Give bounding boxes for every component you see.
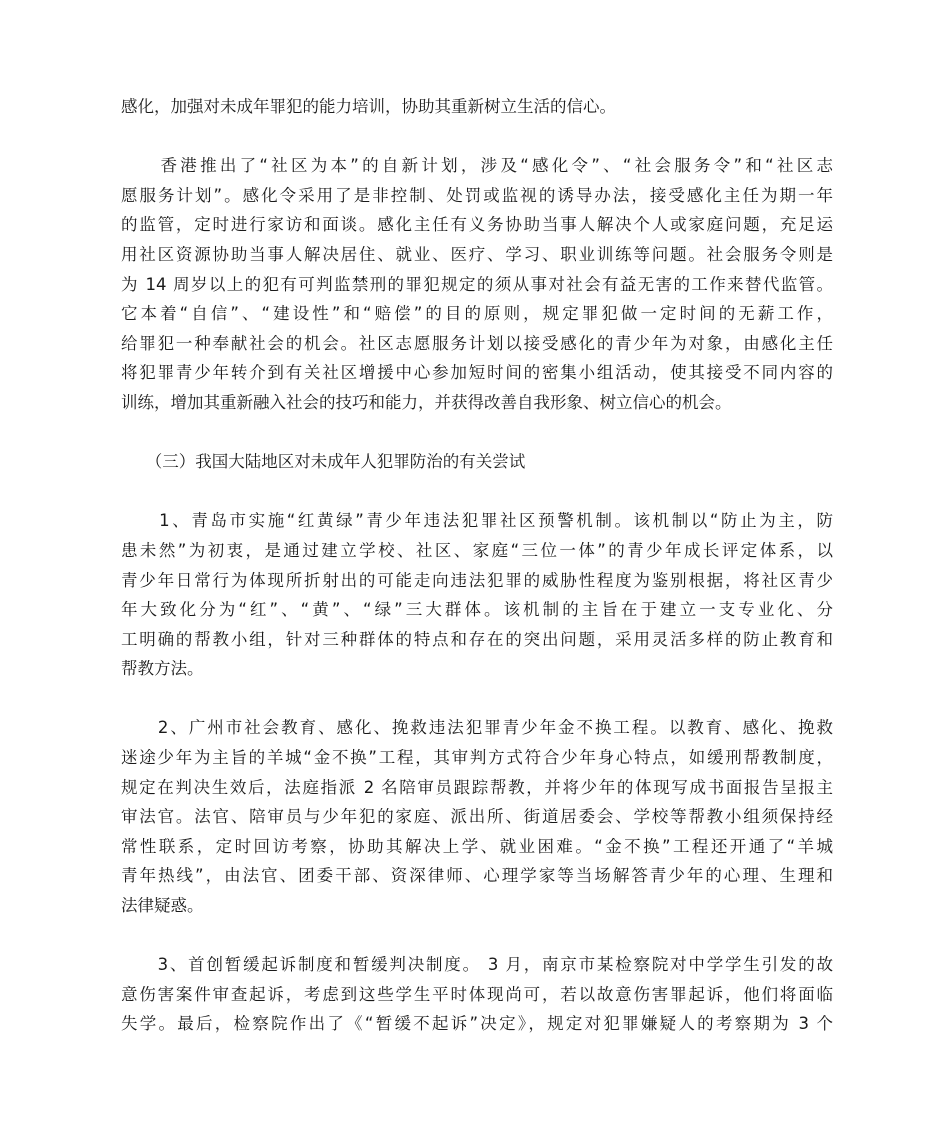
paragraph-continuation [121,92,833,122]
text-line: 感化，加强对未成年罪犯的能力培训，协助其重新树立生活的信心。 [121,97,616,116]
text-line: 它本着“自信”、“建设性”和“赔偿”的目的原则，规定罪犯做一定时间的无薪工作， [121,304,833,324]
heading-text: （三）我国大陆地区对未成年人犯罪防治的有关尝试 [121,452,526,472]
text-line: 训练，增加其重新融入社会的技巧和能力，并获得改善自我形象、树立信心的机会。 [121,392,732,412]
text-line: 用社区资源协助当事人解决居住、就业、医疗、学习、职业训练等问题。社会服务令则是 [121,244,833,264]
text-line: 法律疑惑。 [121,896,204,916]
text-line: 愿服务计划”。感化令采用了是非控制、处罚或监视的诱导办法，接受感化主任为期一年 [121,185,833,205]
paragraph-qingdao [121,506,833,684]
text-line: 迷途少年为主旨的羊城“金不换”工程，其审判方式符合少年身心特点，如缓刑帮教制度， [121,748,833,768]
text-line: 青年热线”，由法官、团委干部、资深律师、心理学家等当场解答青少年的心理、生理和 [121,866,833,886]
text-line: 意伤害案件审查起诉，考虑到这些学生平时体现尚可，若以故意伤害罪起诉，他们将面临 [121,984,833,1004]
text-line: 年大致化分为“红”、“黄”、“绿”三大群体。该机制的主旨在于建立一支专业化、分 [121,600,833,620]
text-line: 工明确的帮教小组，针对三种群体的特点和存在的突出问题，采用灵活多样的防止教育和 [121,629,833,649]
text-line: 帮教方法。 [121,659,204,679]
text-line: 香港推出了“社区为本”的自新计划，涉及“感化令”、“社会服务令”和“社区志 [121,156,833,176]
text-line: 将犯罪青少年转介到有关社区增援中心参加短时间的密集小组活动，使其接受不同内容的 [121,363,833,383]
text-line: 患未然”为初衷，是通过建立学校、社区、家庭“三位一体”的青少年成长评定体系，以 [121,540,833,560]
text-line: 失学。最后，检察院作出了《“暂缓不起诉”决定》，规定对犯罪嫌疑人的考察期为 3 个 [121,1014,833,1034]
text-line: 1、青岛市实施“红黄绿”青少年违法犯罪社区预警机制。该机制以“防止为主，防 [121,511,833,531]
text-line: 常性联系，定时回访考察，协助其解决上学、就业困难。“金不换”工程还开通了“羊城 [121,836,833,856]
paragraph-guangzhou [121,713,833,920]
text-line: 3、首创暂缓起诉制度和暂缓判决制度。 3 月，南京市某检察院对中学学生引发的故 [121,955,833,975]
document-body [121,92,833,1069]
text-line: 规定在判决生效后，法庭指派 2 名陪审员跟踪帮教，并将少年的体现写成书面报告呈报主 [121,777,833,797]
text-line: 青少年日常行为体现所折射出的可能走向违法犯罪的威胁性程度为鉴别根据，将社区青少 [121,570,833,590]
text-line: 给罪犯一种奉献社会的机会。社区志愿服务计划以接受感化的青少年为对象，由感化主任 [121,333,833,353]
text-line: 为 14 周岁以上的犯有可判监禁刑的罪犯规定的须从事对社会有益无害的工作来替代监管。 [121,274,833,294]
paragraph-hong-kong [121,151,833,417]
text-line: 2、广州市社会教育、感化、挽救违法犯罪青少年金不换工程。以教育、感化、挽救 [121,718,833,738]
section-heading [121,447,833,477]
text-line: 的监管，定时进行家访和面谈。感化主任有义务协助当事人解决个人或家庭问题，充足运 [121,215,833,235]
paragraph-nanjing [121,950,833,1039]
text-line: 审法官。法官、陪审员与少年犯的家庭、派出所、街道居委会、学校等帮教小组须保持经 [121,807,833,827]
